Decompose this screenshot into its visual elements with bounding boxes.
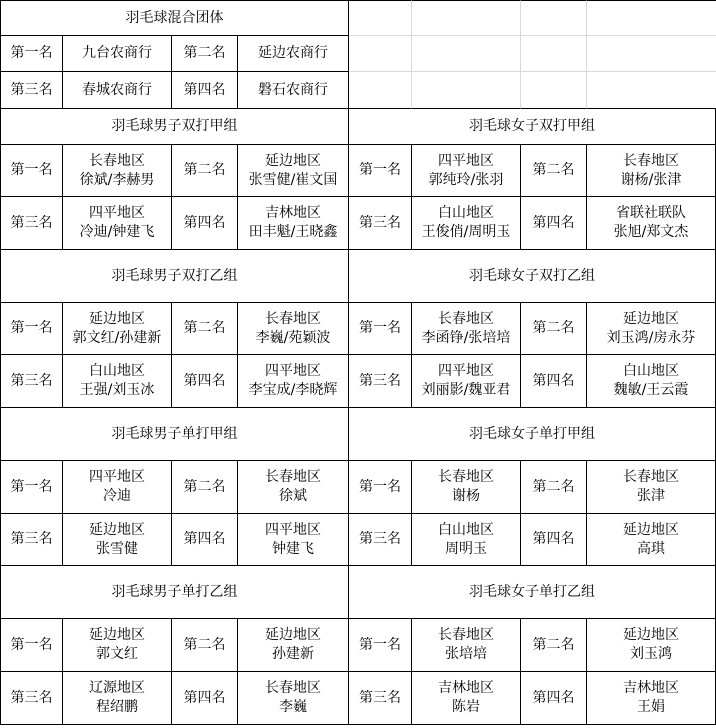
winner-cell[interactable]: [238, 303, 349, 355]
rank-label[interactable]: 第一名: [0, 619, 63, 672]
section-title[interactable]: 羽毛球男子单打甲组: [0, 408, 349, 461]
player-names: 孙建新: [272, 646, 314, 662]
empty-cell[interactable]: [412, 72, 521, 109]
winner-cell[interactable]: [587, 303, 716, 355]
empty-cell[interactable]: [587, 36, 716, 72]
winner-cell[interactable]: [587, 145, 716, 197]
rank-label[interactable]: 第一名: [0, 36, 63, 72]
player-names: 李宝成/李晓辉: [248, 382, 338, 398]
winner-cell[interactable]: [412, 145, 521, 197]
rank-label[interactable]: 第一名: [0, 461, 63, 514]
empty-cell[interactable]: [521, 72, 587, 109]
section-title[interactable]: 羽毛球女子单打乙组: [349, 566, 716, 619]
rank-label[interactable]: 第三名: [349, 672, 412, 725]
region: 四平地区: [265, 521, 321, 538]
region: 吉林地区: [438, 680, 494, 696]
player-names: 谢杨/张津: [620, 171, 682, 188]
rank-label[interactable]: 第一名: [349, 619, 412, 672]
player-names: 田丰魁/王晓鑫: [248, 224, 338, 240]
region: 四平地区: [89, 469, 145, 485]
winner-cell[interactable]: [63, 145, 172, 197]
winner-cell[interactable]: [63, 355, 172, 408]
team-winner[interactable]: 春城农商行: [63, 72, 172, 109]
rank-label[interactable]: 第三名: [349, 355, 412, 408]
region: 四平地区: [438, 152, 494, 169]
winner-cell[interactable]: [412, 355, 521, 408]
region: 长春地区: [89, 152, 145, 169]
winner-cell[interactable]: [63, 303, 172, 355]
region: 长春地区: [438, 627, 494, 643]
region: 省联社联队: [616, 205, 686, 221]
section-title[interactable]: 羽毛球女子双打甲组: [349, 109, 716, 145]
winner-cell[interactable]: [63, 461, 172, 514]
winner-cell[interactable]: [238, 672, 349, 725]
region: 白山地区: [438, 205, 494, 221]
winner-cell[interactable]: [587, 197, 716, 250]
rank-label[interactable]: 第四名: [172, 514, 238, 566]
player-names: 冷迪/钟建飞: [79, 224, 155, 240]
winner-cell[interactable]: [587, 355, 716, 408]
team-winner[interactable]: 九台农商行: [63, 36, 172, 72]
rank-label[interactable]: 第二名: [521, 619, 587, 672]
player-names: 张旭/郑文杰: [613, 224, 689, 240]
region: 白山地区: [623, 363, 679, 379]
region: 延边地区: [623, 627, 679, 643]
player-names: 李巍: [279, 699, 307, 715]
region: 吉林地区: [623, 680, 679, 696]
section-title[interactable]: 羽毛球女子单打甲组: [349, 408, 716, 461]
player-names: 周明玉: [445, 540, 487, 557]
player-names: 李函铮/张培培: [421, 329, 511, 346]
rank-label[interactable]: 第一名: [0, 303, 63, 355]
winner-cell[interactable]: [63, 619, 172, 672]
player-names: 王俊俏/周明玉: [421, 224, 511, 240]
section-title[interactable]: 羽毛球男子单打乙组: [0, 566, 349, 619]
winner-cell[interactable]: [63, 197, 172, 250]
rank-label[interactable]: 第二名: [172, 36, 238, 72]
region: 延边地区: [623, 310, 679, 327]
rank-label[interactable]: 第一名: [349, 461, 412, 514]
rank-label[interactable]: 第四名: [521, 672, 587, 725]
rank-label[interactable]: 第三名: [0, 197, 63, 250]
rank-label[interactable]: 第三名: [349, 197, 412, 250]
region: 四平地区: [438, 363, 494, 379]
region: 吉林地区: [265, 205, 321, 221]
player-names: 王强/刘玉冰: [79, 382, 155, 398]
region: 延边地区: [265, 152, 321, 169]
region: 长春地区: [623, 152, 679, 169]
winner-cell[interactable]: [587, 461, 716, 514]
rank-label[interactable]: 第一名: [0, 145, 63, 197]
rank-label[interactable]: 第四名: [172, 355, 238, 408]
empty-cell[interactable]: [521, 0, 587, 36]
empty-cell[interactable]: [412, 36, 521, 72]
player-names: 张雪健/崔文国: [248, 171, 338, 188]
player-names: 郭纯玲/张羽: [428, 171, 504, 188]
winner-cell[interactable]: [412, 303, 521, 355]
player-names: 郭文红/孙建新: [72, 329, 162, 346]
region: 四平地区: [89, 205, 145, 221]
winner-cell[interactable]: [238, 145, 349, 197]
winner-cell[interactable]: [238, 355, 349, 408]
player-names: 钟建飞: [272, 540, 314, 557]
player-names: 张雪健: [96, 540, 138, 557]
rank-label[interactable]: 第三名: [349, 514, 412, 566]
region: 四平地区: [265, 363, 321, 379]
region: 长春地区: [438, 310, 494, 327]
winner-cell[interactable]: [63, 672, 172, 725]
player-names: 徐斌/李赫男: [79, 171, 155, 188]
winner-cell[interactable]: [238, 514, 349, 566]
player-names: 高琪: [637, 540, 665, 557]
player-names: 张津: [637, 488, 665, 504]
player-names: 李巍/苑颖波: [255, 329, 331, 346]
region: 延边地区: [623, 521, 679, 538]
winner-cell[interactable]: [587, 619, 716, 672]
region: 长春地区: [265, 469, 321, 485]
region: 白山地区: [89, 363, 145, 379]
rank-label[interactable]: 第四名: [172, 197, 238, 250]
rank-label[interactable]: 第四名: [521, 197, 587, 250]
player-names: 刘丽影/魏亚君: [421, 382, 511, 398]
region: 长春地区: [265, 310, 321, 327]
player-names: 刘玉鸿/房永芬: [606, 329, 696, 346]
rank-label[interactable]: 第三名: [0, 72, 63, 109]
team-title[interactable]: 羽毛球混合团体: [0, 0, 349, 36]
rank-label[interactable]: 第二名: [172, 303, 238, 355]
empty-cell[interactable]: [412, 0, 521, 36]
rank-label[interactable]: 第三名: [0, 672, 63, 725]
empty-cell[interactable]: [587, 72, 716, 109]
rank-label[interactable]: 第三名: [0, 514, 63, 566]
rank-label[interactable]: 第一名: [349, 303, 412, 355]
empty-cell[interactable]: [349, 36, 412, 72]
player-names: 魏敏/王云霞: [613, 382, 689, 398]
empty-cell[interactable]: [587, 0, 716, 36]
region: 辽源地区: [89, 680, 145, 696]
winner-cell[interactable]: [63, 514, 172, 566]
player-names: 张培培: [445, 646, 487, 662]
player-names: 冷迪: [103, 488, 131, 504]
team-winner[interactable]: 磐石农商行: [238, 72, 349, 109]
winner-cell[interactable]: [412, 461, 521, 514]
player-names: 王娟: [637, 699, 665, 715]
winner-cell[interactable]: [238, 197, 349, 250]
rank-label[interactable]: 第二名: [521, 145, 587, 197]
winner-cell[interactable]: [587, 672, 716, 725]
winner-cell[interactable]: [412, 514, 521, 566]
rank-label[interactable]: 第三名: [0, 355, 63, 408]
section-title[interactable]: 羽毛球男子双打乙组: [0, 250, 349, 303]
rank-label[interactable]: 第一名: [349, 145, 412, 197]
rank-label[interactable]: 第二名: [521, 303, 587, 355]
winner-cell[interactable]: [238, 619, 349, 672]
region: 延边地区: [89, 310, 145, 327]
section-title[interactable]: 羽毛球女子双打乙组: [349, 250, 716, 303]
player-names: 徐斌: [279, 488, 307, 504]
player-names: 刘玉鸿: [630, 646, 672, 662]
rank-label[interactable]: 第二名: [172, 619, 238, 672]
rank-label[interactable]: 第二名: [521, 461, 587, 514]
player-names: 谢杨: [452, 488, 480, 504]
region: 长春地区: [438, 469, 494, 485]
region: 长春地区: [265, 680, 321, 696]
winner-cell[interactable]: [238, 461, 349, 514]
region: 白山地区: [438, 521, 494, 538]
rank-label[interactable]: 第四名: [521, 514, 587, 566]
empty-cell[interactable]: [349, 72, 412, 109]
winner-cell[interactable]: [412, 197, 521, 250]
empty-cell[interactable]: [521, 36, 587, 72]
section-title[interactable]: 羽毛球男子双打甲组: [0, 109, 349, 145]
rank-label[interactable]: 第四名: [521, 355, 587, 408]
player-names: 郭文红: [96, 646, 138, 662]
player-names: 程绍鹏: [96, 699, 138, 715]
winner-cell[interactable]: [412, 619, 521, 672]
team-winner[interactable]: 延边农商行: [238, 36, 349, 72]
winner-cell[interactable]: [587, 514, 716, 566]
rank-label[interactable]: 第二名: [172, 145, 238, 197]
rank-label[interactable]: 第二名: [172, 461, 238, 514]
player-names: 陈岩: [452, 699, 480, 715]
region: 延边地区: [89, 521, 145, 538]
rank-label[interactable]: 第四名: [172, 72, 238, 109]
region: 延边地区: [89, 627, 145, 643]
rank-label[interactable]: 第四名: [172, 672, 238, 725]
empty-cell[interactable]: [349, 0, 412, 36]
region: 延边地区: [265, 627, 321, 643]
region: 长春地区: [623, 469, 679, 485]
winner-cell[interactable]: [412, 672, 521, 725]
